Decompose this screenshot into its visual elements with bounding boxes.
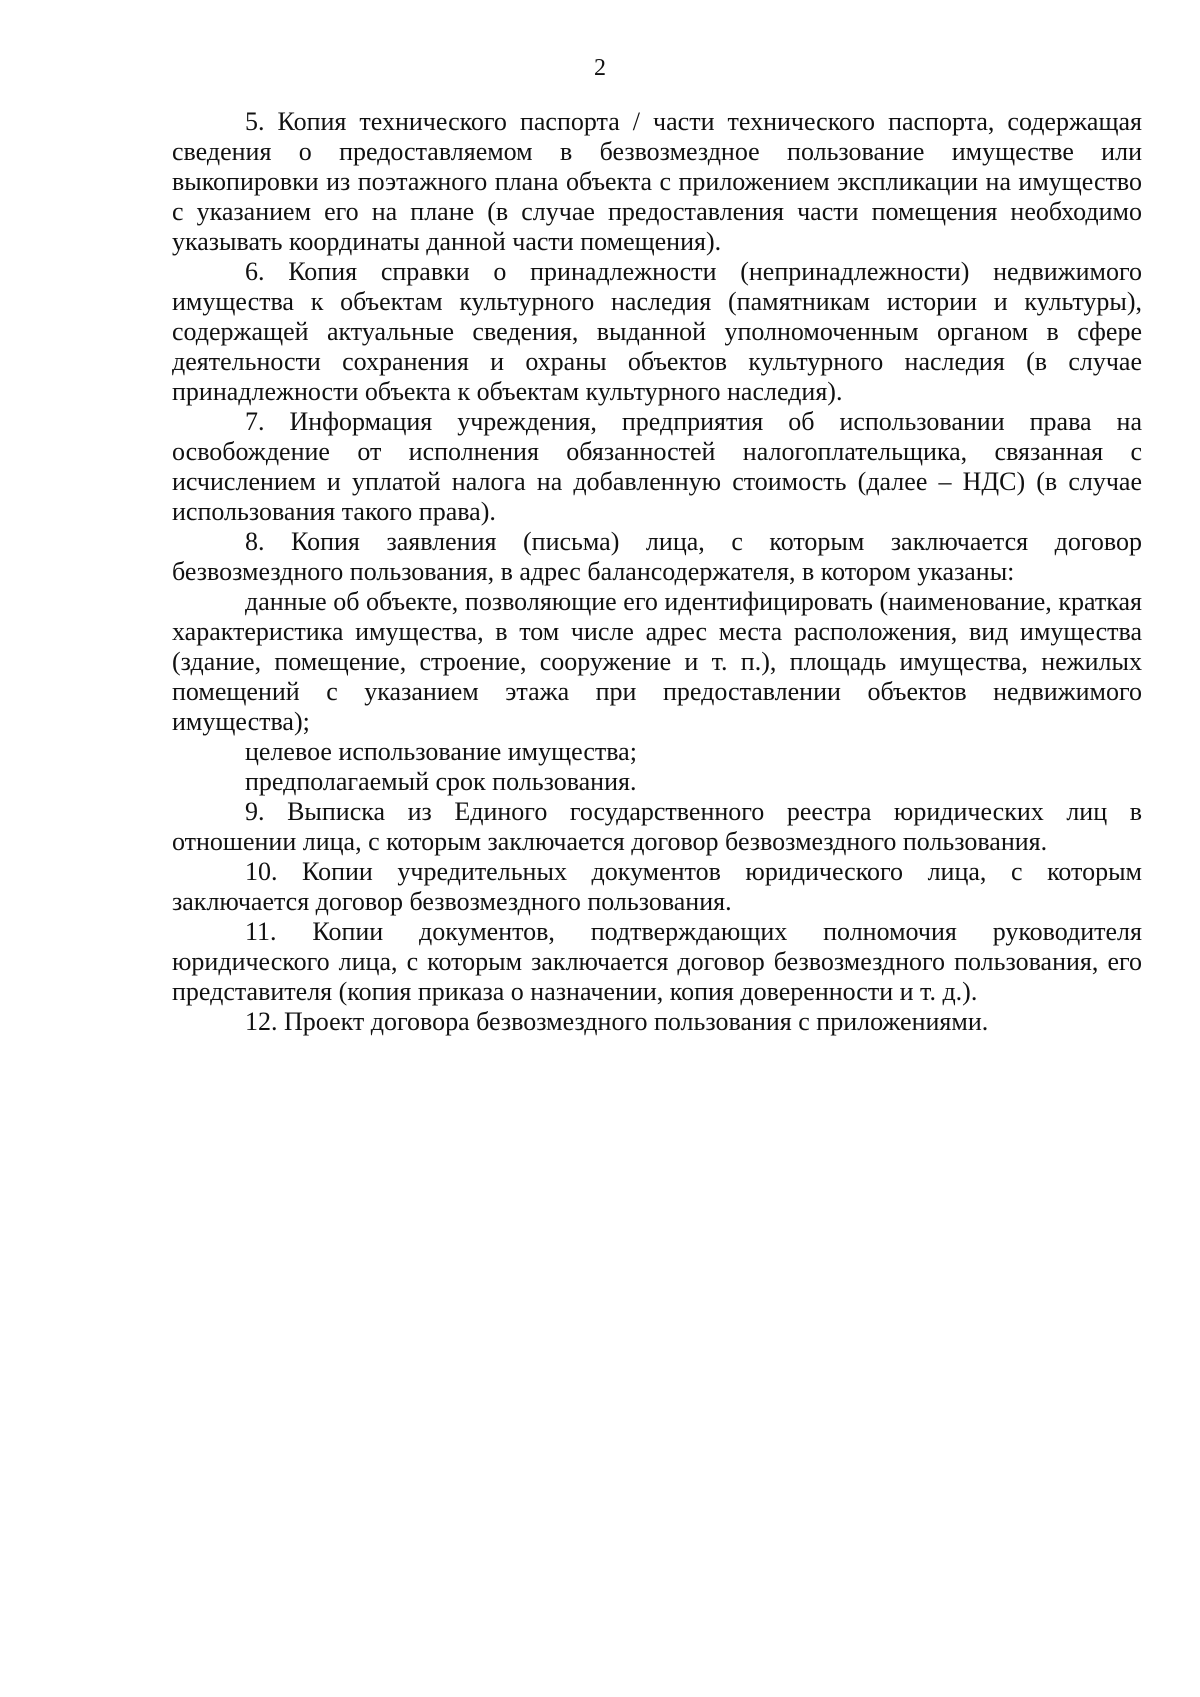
item-8-application-copy: 8. Копия заявления (письма) лица, с которым заключается договор безвозмездного пользования, в адрес балансодержателя, в котором указаны:: [172, 527, 1142, 586]
document-body: [172, 107, 1142, 1037]
item-12-draft-agreement: 12. Проект договора безвозмездного пользования с приложениями.: [245, 1007, 989, 1036]
item-10-constituent-documents: 10. Копии учредительных документов юридического лица, с которым заключается договор безвозмездного пользования.: [172, 857, 1142, 916]
item-11-authority-documents: 11. Копии документов, подтверждающих полномочия руководителя юридического лица, с которым заключается договор безвозмездного пользования, его представителя (копия приказа о назначении, копия доверенности и т. д.).: [172, 917, 1142, 1006]
item-5-technical-passport: 5. Копия технического паспорта / части технического паспорта, содержащая сведения о предоставляемом в безвозмездное пользование имуществе или выкопировки из поэтажного плана объекта с приложением экспликации на имущество с указанием его на плане (в случае предоставления части помещения необходимо указывать координаты данной части помещения).: [172, 107, 1142, 256]
page-number: 2: [594, 55, 606, 81]
item-8-intended-use: целевое использование имущества;: [245, 737, 637, 766]
item-8-usage-period: предполагаемый срок пользования.: [245, 767, 637, 796]
item-6-cultural-heritage-certificate: 6. Копия справки о принадлежности (непринадлежности) недвижимого имущества к объектам культурного наследия (памятникам истории и культуры), содержащей актуальные сведения, выданной уполномоченным органом в сфере деятельности сохранения и охраны объектов культурного наследия (в случае принадлежности объекта к объектам культурного наследия).: [172, 257, 1142, 406]
item-9-registry-extract: 9. Выписка из Единого государственного реестра юридических лиц в отношении лица, с которым заключается договор безвозмездного пользования.: [172, 797, 1142, 856]
item-8-object-data: данные об объекте, позволяющие его идентифицировать (наименование, краткая характеристика имущества, в том числе адрес места расположения, вид имущества (здание, помещение, строение, сооружение и т. п.), площадь имущества, нежилых помещений с указанием этажа при предоставлении объектов недвижимого имущества);: [172, 587, 1142, 736]
item-7-vat-exemption-info: 7. Информация учреждения, предприятия об использовании права на освобождение от исполнения обязанностей налогоплательщика, связанная с исчислением и уплатой налога на добавленную стоимость (далее – НДС) (в случае использования такого права).: [172, 407, 1142, 526]
